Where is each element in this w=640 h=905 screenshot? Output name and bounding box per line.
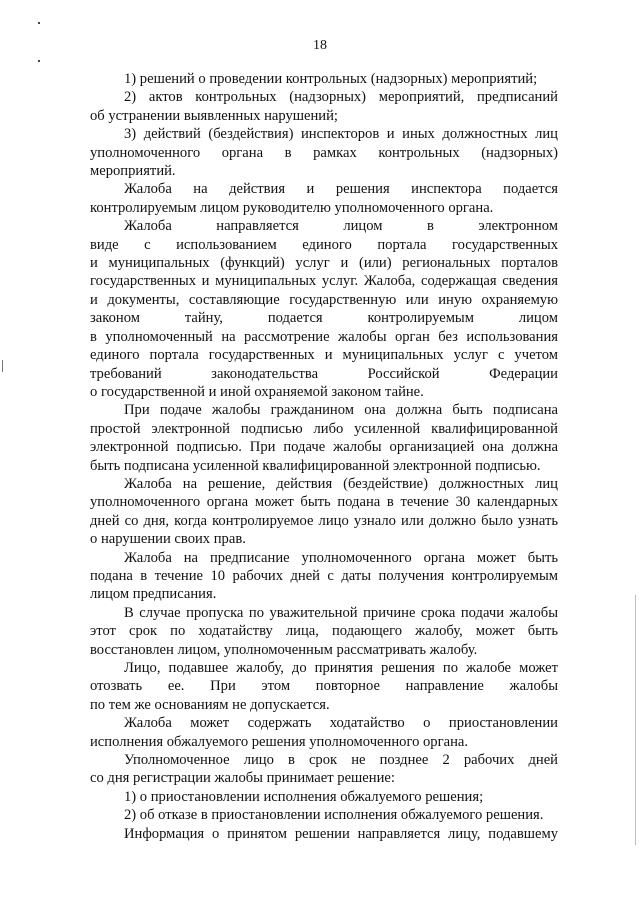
text-line: и документы, составляющие государственную или иную охраняемую [90,291,558,308]
text-line: законом тайну, подается контролируемым лицом [90,310,558,327]
paragraph [90,806,558,824]
text-line: мероприятий. [90,163,176,180]
paragraph [90,788,558,806]
text-line: отозвать ее. При этом повторное направление жалобы [90,678,558,695]
text-line: простой электронной подписью либо усиленной квалифицированной [90,420,558,437]
text-line: 2) актов контрольных (надзорных) мероприятий, предписаний [124,89,558,106]
paragraph [90,88,558,125]
paragraph [90,825,558,843]
text-line: 2) об отказе в приостановлении исполнения обжалуемого решения. [124,807,544,824]
text-line: о государственной и иной охраняемой законом тайне. [90,383,424,400]
text-line: государственных и муниципальных услуг. Жалоба, содержащая сведения [90,273,558,290]
scan-mark [2,360,3,372]
text-line: и муниципальных (функций) услуг и (или) региональных порталов [90,255,558,272]
text-line: о нарушении своих прав. [90,531,246,548]
text-line: со дня регистрации жалобы принимает решение: [90,770,395,787]
text-line: В случае пропуска по уважительной причине срока подачи жалобы [124,604,558,621]
paragraph [90,549,558,604]
text-line: дней со дня, когда контролируемое лицо узнало или должно было узнать [90,512,558,529]
text-line: Жалоба может содержать ходатайство о приостановлении [124,715,558,732]
text-line: подана в течение 10 рабочих дней с даты получения контролируемым [90,567,558,584]
text-line: Жалоба на действия и решения инспектора подается [124,181,558,198]
paragraph [90,751,558,788]
text-line: требований законодательства Российской Федерации [90,365,558,382]
text-line: единого портала государственных и муниципальных услуг с учетом [90,347,558,364]
text-line: лицом предписания. [90,586,217,603]
paragraph [90,401,558,475]
text-line: исполнения обжалуемого решения уполномоченного органа. [90,733,469,750]
text-line: восстановлен лицом, уполномоченным рассматривать жалобу. [90,641,478,658]
paragraph [90,125,558,180]
text-line: об устранении выявленных нарушений; [90,107,338,124]
text-line: уполномоченного органа может быть подана в течение 30 календарных [90,494,558,511]
text-line: виде с использованием единого портала государственных [90,236,558,253]
text-line: 1) о приостановлении исполнения обжалуемого решения; [124,788,484,805]
text-line: контролируемым лицом руководителю уполномоченного органа. [90,199,494,216]
text-line: быть подписана усиленной квалифицированной электронной подписью. [90,457,541,474]
paragraph [90,475,558,549]
paragraph [90,659,558,714]
text-line: Информация о принятом решении направляется лицу, подавшему [124,825,558,842]
text-line: Жалоба на предписание уполномоченного органа может быть [124,549,558,566]
text-line: 3) действий (бездействия) инспекторов и иных должностных лиц [124,126,558,143]
document-body [90,70,558,843]
page-number: 18 [313,38,327,53]
text-line: электронной подписью. При подаче жалобы организацией она должна [90,439,558,456]
scan-mark [38,60,40,62]
text-line: Жалоба на решение, действия (бездействие) должностных лиц [124,475,558,492]
text-line: этот срок по ходатайству лица, подающего жалобу, может быть [90,623,558,640]
scan-edge [635,595,636,845]
paragraph [90,604,558,659]
paragraph [90,180,558,217]
paragraph [90,70,558,88]
text-line: по тем же основаниям не допускается. [90,696,330,713]
text-line: При подаче жалобы гражданином она должна быть подписана [124,402,558,419]
text-line: 1) решений о проведении контрольных (надзорных) мероприятий; [124,71,538,87]
text-line: Уполномоченное лицо в срок не позднее 2 рабочих дней [124,752,558,769]
text-line: Лицо, подавшее жалобу, до принятия решения по жалобе может [124,660,558,676]
paragraph [90,714,558,751]
text-line: в уполномоченный на рассмотрение жалобы орган без использования [90,328,558,345]
paragraph [90,217,558,401]
scan-mark [38,22,40,24]
text-line: Жалоба направляется лицом в электронном [124,218,558,235]
text-line: уполномоченного органа в рамках контрольных (надзорных) [90,144,558,161]
